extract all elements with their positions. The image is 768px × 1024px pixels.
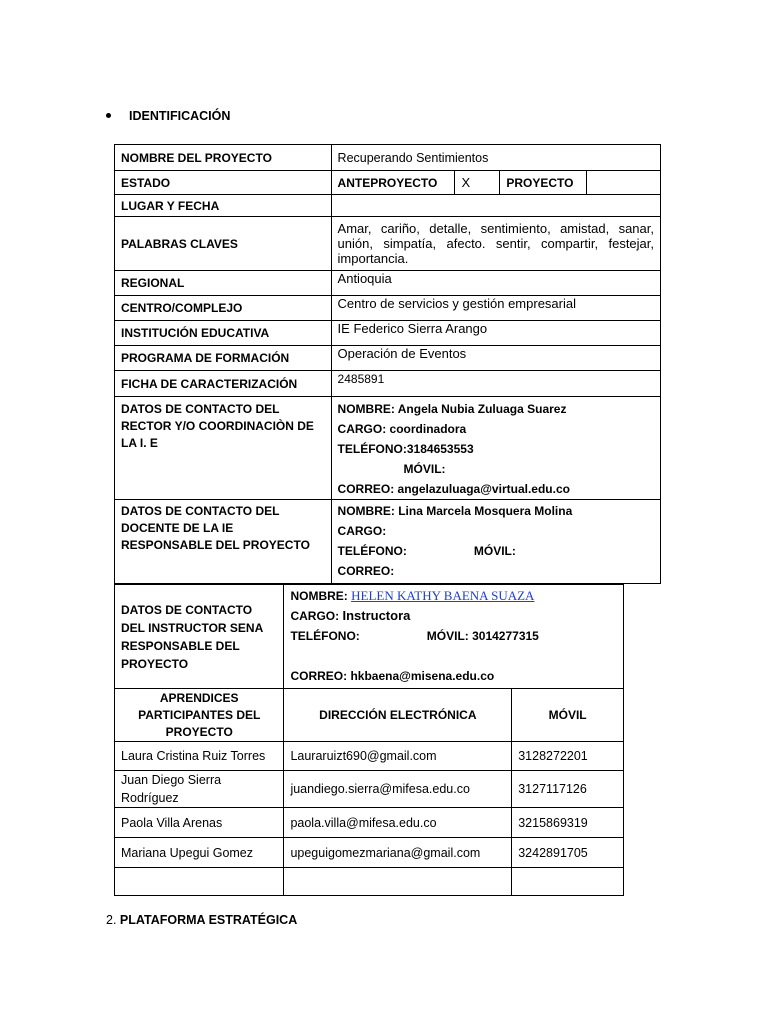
anteproyecto-mark: X [455, 171, 500, 195]
table-row [115, 808, 624, 838]
aprendiz-email: paola.villa@mifesa.edu.co [284, 808, 512, 838]
nombre-proyecto-value: Recuperando Sentimientos [331, 145, 660, 171]
aprendiz-email [284, 868, 512, 896]
instructor-telefono: TELÉFONO: [290, 629, 360, 643]
ficha-value: 2485891 [331, 371, 660, 397]
programa-value: Operación de Eventos [331, 346, 660, 371]
lugar-fecha-value [331, 195, 660, 217]
table-header-row [115, 689, 624, 742]
instructor-nombre-link[interactable]: HELEN KATHY BAENA SUAZA [351, 588, 535, 603]
estado-label: ESTADO [115, 171, 332, 195]
institucion-value: IE Federico Sierra Arango [331, 321, 660, 346]
aprendiz-name: Paola Villa Arenas [115, 808, 284, 838]
table-row [115, 296, 661, 321]
docente-cargo: CARGO: [337, 524, 387, 538]
rector-nombre: NOMBRE: Angela Nubia Zuluaga Suarez [337, 402, 567, 416]
institucion-label: INSTITUCIÓN EDUCATIVA [115, 321, 332, 346]
regional-value: Antioquia [331, 271, 660, 296]
col-header-movil: MÓVIL [512, 689, 624, 742]
table-row [115, 500, 661, 584]
docente-contact [331, 500, 660, 584]
section-title: IDENTIFICACIÓN [129, 109, 231, 123]
table-row [115, 371, 661, 397]
table-row [115, 321, 661, 346]
instructor-cargo-value: Instructora [342, 608, 411, 623]
instructor-nombre-prefix: NOMBRE: [290, 589, 352, 603]
section-identificacion-heading [106, 109, 230, 123]
aprendiz-movil: 3242891705 [512, 838, 624, 868]
docente-correo: CORREO: [337, 564, 395, 578]
spacer [290, 646, 617, 666]
col-header-email: DIRECCIÓN ELECTRÓNICA [284, 689, 512, 742]
programa-label: PROGRAMA DE FORMACIÓN [115, 346, 332, 371]
centro-value: Centro de servicios y gestión empresarial [331, 296, 660, 321]
table-row [115, 195, 661, 217]
rector-telefono: TELÉFONO:3184653553 [337, 442, 474, 456]
aprendiz-movil: 3128272201 [512, 742, 624, 771]
instructor-movil: MÓVIL: 3014277315 [426, 629, 539, 643]
table-row [115, 868, 624, 896]
palabras-claves-value: Amar, cariño, detalle, sentimiento, amistad, sanar, unión, simpatía, afecto. sentir, compartir, festejar, importancia. [331, 217, 660, 271]
table-row [115, 346, 661, 371]
instructor-telefono-row [290, 626, 617, 646]
table-row [115, 145, 661, 171]
docente-movil: MÓVIL: [473, 544, 516, 558]
docente-telefono-row [338, 541, 654, 561]
proyecto-mark [587, 171, 661, 195]
rector-movil: MÓVIL: [403, 462, 446, 476]
proyecto-label: PROYECTO [500, 171, 587, 195]
centro-label: CENTRO/COMPLEJO [115, 296, 332, 321]
table-row [115, 271, 661, 296]
instructor-cargo-row [290, 606, 617, 626]
identification-table [114, 144, 661, 584]
aprendiz-email: upeguigomezmariana@gmail.com [284, 838, 512, 868]
rector-label: DATOS DE CONTACTO DEL RECTOR Y/O COORDINACIÒN DE LA I. E [115, 397, 332, 500]
docente-telefono: TELÉFONO: [337, 544, 407, 558]
table-row [115, 397, 661, 500]
section-plataforma-heading [106, 913, 297, 927]
bullet-icon [106, 113, 111, 118]
section-number: 2. [106, 913, 117, 927]
palabras-claves-label: PALABRAS CLAVES [115, 217, 332, 271]
section-title: PLATAFORMA ESTRATÉGICA [119, 913, 298, 927]
table-row [115, 217, 661, 271]
aprendiz-movil [512, 868, 624, 896]
table-row [115, 585, 624, 689]
instructor-nombre-row [290, 586, 617, 606]
instructor-aprendices-table [114, 584, 624, 896]
aprendiz-movil: 3215869319 [512, 808, 624, 838]
col-header-aprendices: APRENDICES PARTICIPANTES DEL PROYECTO [115, 689, 284, 742]
aprendiz-name: Mariana Upegui Gomez [115, 838, 284, 868]
ficha-label: FICHA DE CARACTERIZACIÓN [115, 371, 332, 397]
table-row [115, 771, 624, 808]
instructor-cargo-prefix: CARGO: [290, 609, 343, 623]
aprendiz-email: juandiego.sierra@mifesa.edu.co [284, 771, 512, 808]
aprendiz-name [115, 868, 284, 896]
instructor-label: DATOS DE CONTACTO DEL INSTRUCTOR SENA RESPONSABLE DEL PROYECTO [115, 585, 284, 689]
docente-nombre: NOMBRE: Lina Marcela Mosquera Molina [337, 504, 573, 518]
table-row [115, 742, 624, 771]
aprendiz-name: Laura Cristina Ruiz Torres [115, 742, 284, 771]
anteproyecto-label: ANTEPROYECTO [331, 171, 455, 195]
docente-label: DATOS DE CONTACTO DEL DOCENTE DE LA IE RESPONSABLE DEL PROYECTO [115, 500, 332, 584]
rector-cargo: CARGO: coordinadora [337, 422, 467, 436]
table-row [115, 838, 624, 868]
instructor-correo: CORREO: hkbaena@misena.edu.co [290, 669, 495, 683]
lugar-fecha-label: LUGAR Y FECHA [115, 195, 332, 217]
aprendiz-email: Lauraruizt690@gmail.com [284, 742, 512, 771]
nombre-proyecto-label: NOMBRE DEL PROYECTO [115, 145, 332, 171]
rector-contact [331, 397, 660, 500]
aprendiz-name: Juan Diego Sierra Rodríguez [115, 771, 284, 808]
aprendiz-movil: 3127117126 [512, 771, 624, 808]
rector-correo: CORREO: angelazuluaga@virtual.edu.co [337, 482, 570, 496]
regional-label: REGIONAL [115, 271, 332, 296]
instructor-contact [284, 585, 624, 689]
table-row [115, 171, 661, 195]
